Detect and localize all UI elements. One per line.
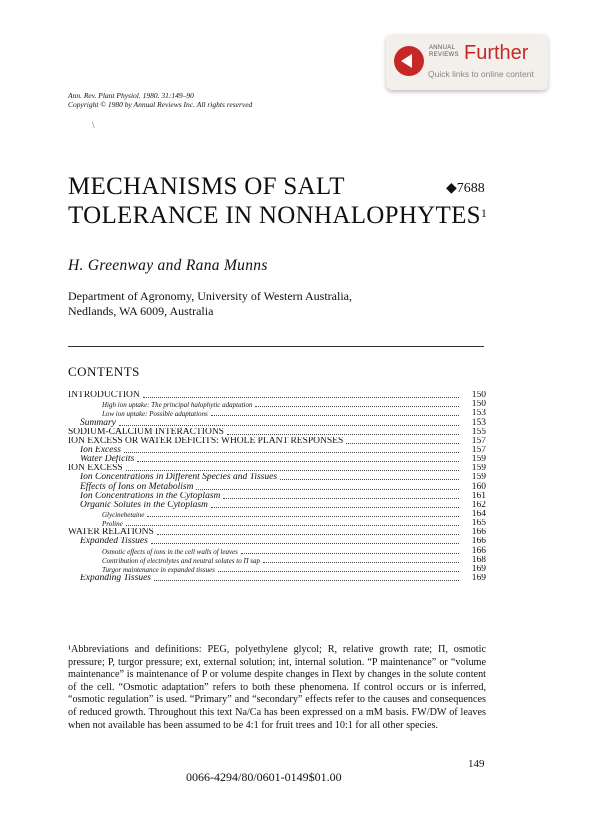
toc-entry-title: ION EXCESS: [68, 464, 123, 474]
toc-entry-title: Ion Excess: [80, 445, 121, 455]
toc-entry-title: Summary: [80, 418, 116, 428]
footnote: ¹Abbreviations and definitions: PEG, polyethylene glycol; R, relative growth rate; Π, osmotic pressure; P, turgor pressure; ext, external solution; int, internal solution. “P maintenance” or “volume maintenance” is maintenance of P or volume despite changes in Πext by changes in the solute content of the cell. “Osmotic adaptation” refers to both these phenomena. If control occurs or is inferred, “osmotic regulation” is used. “Primary” and “secondary” effects refer to the causes and consequences of reduced growth. Throughout this text Na/Ca has been expressed on a mM basis. FW/DW of leaves when not available has been assumed to be 4:1 for fruit trees and 10:1 for all other species.: [68, 644, 486, 731]
toc-entry[interactable]: [68, 482, 486, 491]
toc-entry-page: 169: [471, 573, 486, 583]
toc-leader-dots: [151, 542, 459, 544]
toc-leader-dots: [126, 469, 459, 471]
toc-entry[interactable]: [68, 501, 486, 510]
affiliation: [68, 289, 352, 319]
copyright-line: Copyright © 1980 by Annual Reviews Inc. All rights reserved: [68, 100, 253, 109]
toc-entry-title: Glycinebetaine: [102, 510, 145, 519]
toc-entry[interactable]: [68, 391, 486, 400]
badge-annual-reviews: ANNUAL REVIEWS: [429, 45, 459, 58]
page-number: 149: [468, 758, 485, 770]
toc-entry-page: 159: [471, 464, 486, 474]
toc-entry-page: 165: [471, 518, 486, 529]
toc-entry-page: 150: [471, 400, 486, 410]
toc-entry-page: 166: [471, 528, 486, 538]
toc-entry-page: 159: [471, 473, 486, 483]
toc-entry-page: 157: [471, 445, 486, 455]
toc-entry[interactable]: [68, 546, 486, 555]
badge-subtitle[interactable]: Quick links to online content: [428, 69, 534, 79]
toc-entry[interactable]: [68, 565, 486, 574]
toc-leader-dots: [157, 533, 459, 535]
toc-entry-page: 160: [471, 482, 486, 492]
toc-entry[interactable]: [68, 446, 486, 455]
toc-entry-title: Contribution of electrolytes and neutral solutes to Π sap: [102, 556, 261, 565]
article-code: ◆7688: [446, 181, 485, 196]
toc-entry-page: 153: [471, 418, 486, 428]
toc-leader-dots: [196, 488, 459, 490]
issn-line: 0066-4294/80/0601-0149$01.00: [186, 770, 342, 784]
toc-entry-title: Organic Solutes in the Cytoplasm: [80, 500, 208, 510]
toc-entry-page: 150: [471, 391, 486, 401]
toc-entry-title: Effects of Ions on Metabolism: [80, 482, 194, 492]
title-line-1: MECHANISMS OF SALT: [68, 173, 345, 200]
toc-entry[interactable]: [68, 537, 486, 546]
toc-leader-dots: [227, 433, 459, 435]
toc-entry-page: 155: [471, 427, 486, 437]
authors: H. Greenway and Rana Munns: [68, 257, 268, 274]
toc-entry-title: Expanding Tissues: [80, 573, 151, 583]
article-title: [68, 172, 487, 230]
toc-entry-title: Low ion uptake: Possible adaptations: [102, 410, 208, 419]
toc-entry[interactable]: [68, 464, 486, 473]
toc-entry-title: INTRODUCTION: [68, 391, 140, 401]
toc-entry-title: Ion Concentrations in the Cytoplasm: [80, 491, 221, 501]
title-line-2: TOLERANCE IN NONHALOPHYTES$^1$: [68, 202, 488, 229]
toc-entry-title: Proline: [102, 520, 123, 529]
toc-entry[interactable]: [68, 473, 486, 482]
toc-entry-page: 159: [471, 454, 486, 465]
toc-leader-dots: [223, 497, 459, 499]
toc-entry[interactable]: [68, 437, 486, 446]
toc-entry[interactable]: [68, 455, 486, 464]
title-footnote-marker: 1: [480, 206, 488, 220]
toc-leader-dots: [211, 506, 459, 508]
stray-mark: \: [92, 120, 95, 130]
toc-entry[interactable]: [68, 492, 486, 501]
table-of-contents: [68, 391, 486, 583]
badge-further-label: Further: [464, 42, 529, 64]
toc-entry[interactable]: [68, 510, 486, 519]
toc-entry[interactable]: [68, 400, 486, 409]
toc-entry-page: 166: [471, 537, 486, 547]
journal-citation: [68, 91, 252, 109]
toc-leader-dots: [280, 478, 459, 480]
toc-entry-title: Ion Concentrations in Different Species and Tissues: [80, 473, 278, 483]
toc-entry-title: Expanded Tissues: [80, 537, 148, 547]
toc-entry-title: Turgor maintenance in expanded tissues: [102, 565, 215, 574]
toc-leader-dots: [137, 460, 459, 462]
toc-entry-page: 169: [471, 564, 486, 574]
toc-entry-page: 161: [471, 491, 486, 501]
affiliation-line-1: Department of Agronomy, University of Western Australia,: [68, 289, 352, 303]
further-links-badge[interactable]: [386, 34, 548, 90]
toc-leader-dots: [154, 579, 459, 581]
toc-leader-dots: [218, 570, 459, 572]
toc-entry[interactable]: [68, 574, 486, 583]
toc-entry-page: 166: [471, 546, 486, 556]
toc-entry-page: 168: [471, 555, 486, 565]
back-arrow-icon: [394, 46, 424, 76]
toc-entry-title: Water Deficits: [80, 454, 135, 465]
toc-leader-dots: [255, 405, 459, 407]
toc-entry[interactable]: [68, 519, 486, 528]
toc-leader-dots: [211, 414, 459, 416]
toc-leader-dots: [346, 442, 459, 444]
toc-entry[interactable]: [68, 409, 486, 418]
toc-entry[interactable]: [68, 428, 486, 437]
toc-entry-page: 153: [471, 409, 486, 419]
section-divider: [68, 346, 484, 347]
toc-entry-title: Osmotic effects of ions in the cell walls of leaves: [102, 547, 238, 556]
affiliation-line-2: Nedlands, WA 6009, Australia: [68, 304, 214, 318]
toc-leader-dots: [143, 396, 459, 398]
toc-leader-dots: [119, 424, 459, 426]
toc-leader-dots: [241, 552, 459, 554]
toc-entry-title: SODIUM-CALCIUM INTERACTIONS: [68, 427, 224, 437]
toc-entry[interactable]: [68, 556, 486, 565]
toc-entry-title: ION EXCESS OR WATER DEFICITS: WHOLE PLANT RESPONSES: [68, 436, 344, 446]
toc-entry-title: High ion uptake: The principal halophytic adaptation: [102, 401, 253, 410]
citation-line: Ann. Rev. Plant Physiol. 1980. 31:149–90: [68, 91, 194, 100]
toc-leader-dots: [263, 561, 459, 563]
toc-entry-title: WATER RELATIONS: [68, 528, 154, 538]
toc-entry-page: 157: [471, 436, 486, 446]
toc-entry[interactable]: [68, 418, 486, 427]
toc-leader-dots: [124, 451, 459, 453]
toc-entry[interactable]: [68, 528, 486, 537]
toc-entry-page: 164: [471, 509, 486, 519]
contents-heading: CONTENTS: [68, 364, 140, 379]
toc-leader-dots: [126, 524, 459, 526]
toc-entry-page: 162: [471, 500, 486, 510]
toc-leader-dots: [147, 515, 459, 517]
